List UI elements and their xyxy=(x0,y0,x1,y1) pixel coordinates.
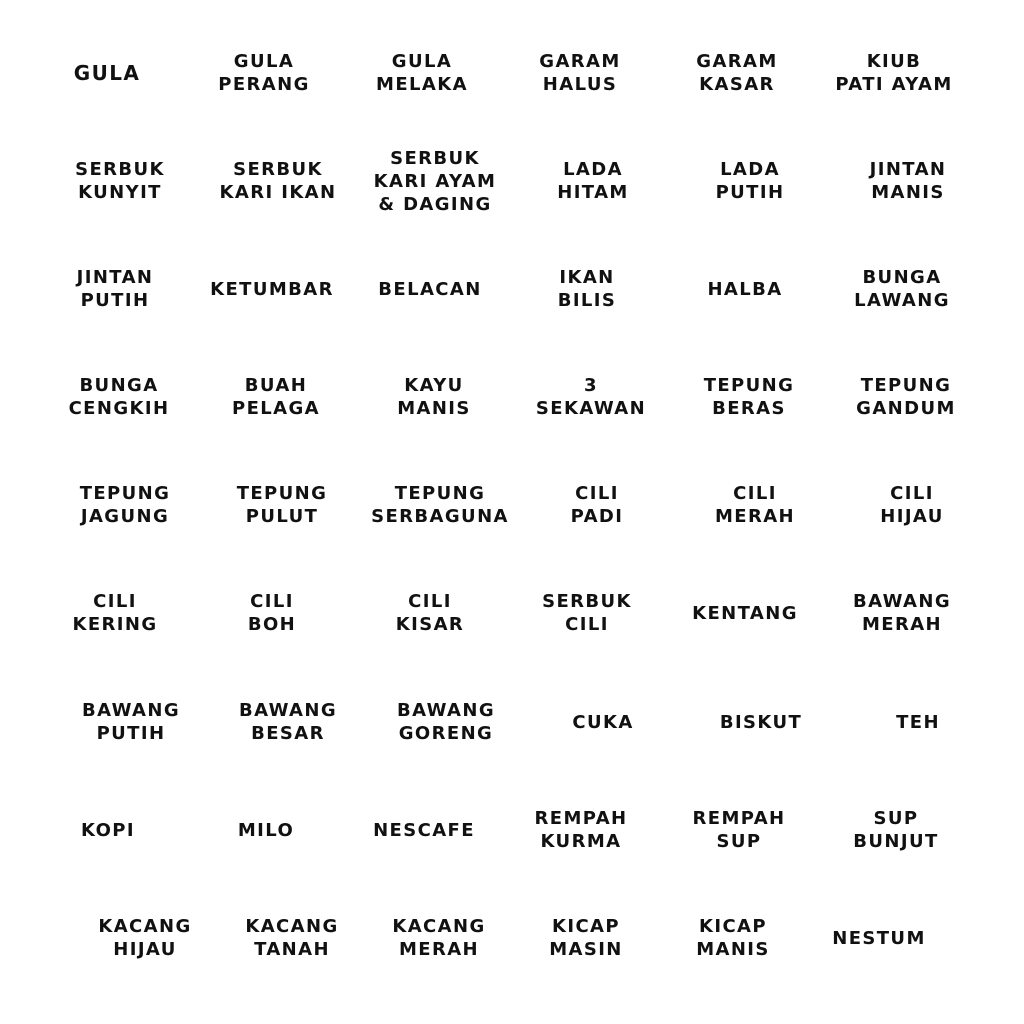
ingredient-label xyxy=(347,33,497,113)
label-line: CUKA xyxy=(572,711,634,733)
label-line: BESAR xyxy=(251,723,325,744)
label-line: KETUMBAR xyxy=(210,278,334,300)
label-line: PELAGA xyxy=(232,398,320,419)
label-line: KARI AYAM xyxy=(373,170,497,192)
label-line: JAGUNG xyxy=(80,506,170,527)
ingredient-label xyxy=(213,682,363,762)
label-line: KAYU xyxy=(404,375,464,396)
ingredient-label xyxy=(658,898,808,978)
label-line: KENTANG xyxy=(692,602,798,624)
ingredient-label xyxy=(664,790,814,870)
ingredient-label xyxy=(804,898,954,978)
label-line: GULA xyxy=(233,51,295,72)
label-line: KACANG xyxy=(245,916,339,937)
label-line: GANDUM xyxy=(856,398,956,419)
label-line: BELACAN xyxy=(378,278,482,300)
label-line: PUTIH xyxy=(715,182,785,203)
ingredient-label xyxy=(843,682,993,762)
label-line: TEPUNG xyxy=(79,483,171,504)
ingredient-label xyxy=(512,573,662,653)
label-line: BISKUT xyxy=(719,711,803,733)
ingredient-label xyxy=(831,357,981,437)
label-line: HIJAU xyxy=(880,506,944,527)
ingredient-label xyxy=(50,465,200,545)
label-line: LAWANG xyxy=(854,290,950,311)
label-line: TEH xyxy=(896,711,940,733)
label-line: MANIS xyxy=(397,398,471,419)
label-line: MILO xyxy=(237,819,295,841)
label-line: NESTUM xyxy=(832,927,926,949)
label-line: LADA xyxy=(563,159,623,180)
ingredient-label xyxy=(197,249,347,329)
ingredient-label xyxy=(197,573,347,653)
label-line: KURMA xyxy=(540,831,622,852)
label-line: CENGKIH xyxy=(68,398,170,419)
label-line: LADA xyxy=(720,159,780,180)
ingredient-label xyxy=(33,790,183,870)
label-line: GULA xyxy=(73,60,141,85)
label-line: & DAGING xyxy=(378,193,492,215)
ingredient-label xyxy=(191,790,341,870)
ingredient-label xyxy=(217,898,367,978)
label-line: JINTAN xyxy=(76,267,154,288)
label-line: KICAP xyxy=(699,916,767,937)
ingredient-label xyxy=(207,465,357,545)
label-line: SERBUK xyxy=(542,591,632,612)
label-line: KARI IKAN xyxy=(219,182,337,203)
ingredient-label xyxy=(371,682,521,762)
label-line: SUP xyxy=(873,808,919,829)
ingredient-label xyxy=(203,141,353,221)
ingredient-label xyxy=(686,682,836,762)
label-line: SERBAGUNA xyxy=(371,506,509,527)
label-line: TEPUNG xyxy=(703,375,795,396)
label-line: REMPAH xyxy=(534,808,628,829)
label-line: IKAN xyxy=(559,267,615,288)
label-line: KICAP xyxy=(552,916,620,937)
label-line: CILI xyxy=(733,483,777,504)
ingredient-label xyxy=(32,33,182,113)
label-line: BAWANG xyxy=(852,591,952,612)
label-line: MANIS xyxy=(696,939,770,960)
ingredient-label xyxy=(675,141,825,221)
label-line: BAWANG xyxy=(81,700,181,721)
label-line: HITAM xyxy=(557,182,629,203)
ingredient-label xyxy=(512,249,662,329)
ingredient-label xyxy=(833,141,983,221)
label-line: CILI xyxy=(93,591,137,612)
label-line: GARAM xyxy=(539,51,621,72)
label-line: PUTIH xyxy=(96,723,166,744)
label-line: MERAH xyxy=(714,506,796,527)
ingredient-label xyxy=(674,357,824,437)
label-line: BUAH xyxy=(244,375,308,396)
label-line: MERAH xyxy=(398,939,480,960)
ingredient-label xyxy=(40,249,190,329)
ingredient-label xyxy=(837,465,987,545)
label-line: CILI xyxy=(565,614,609,635)
ingredient-label xyxy=(680,465,830,545)
label-line: PATI AYAM xyxy=(835,74,953,95)
label-line: TEPUNG xyxy=(860,375,952,396)
label-line: PULUT xyxy=(245,506,319,527)
label-line: SUP xyxy=(716,831,762,852)
label-line: REMPAH xyxy=(692,808,786,829)
ingredient-label xyxy=(45,141,195,221)
label-line: MERAH xyxy=(861,614,943,635)
ingredient-label xyxy=(522,465,672,545)
label-line: BUNJUT xyxy=(853,831,939,852)
label-line: KACANG xyxy=(392,916,486,937)
label-line: SEKAWAN xyxy=(535,398,647,419)
label-line: HALUS xyxy=(542,74,618,95)
label-line: BAWANG xyxy=(396,700,496,721)
ingredient-label xyxy=(662,33,812,113)
ingredient-label xyxy=(516,357,666,437)
label-line: 3 xyxy=(584,375,598,396)
ingredient-label xyxy=(827,249,977,329)
label-line: BUNGA xyxy=(79,375,159,396)
label-line: BUNGA xyxy=(862,267,942,288)
ingredient-label xyxy=(201,357,351,437)
label-line: TANAH xyxy=(254,939,330,960)
ingredient-label xyxy=(511,898,661,978)
label-line: SERBUK xyxy=(75,159,165,180)
ingredient-label xyxy=(528,682,678,762)
label-line: HIJAU xyxy=(113,939,177,960)
label-line: MANIS xyxy=(871,182,945,203)
ingredient-label xyxy=(56,682,206,762)
ingredient-label xyxy=(505,33,655,113)
ingredient-label xyxy=(364,898,514,978)
label-line: PUTIH xyxy=(80,290,150,311)
ingredient-label xyxy=(359,357,509,437)
label-line: SERBUK xyxy=(233,159,323,180)
label-line: BERAS xyxy=(712,398,786,419)
label-line: GORENG xyxy=(398,723,494,744)
label-line: BAWANG xyxy=(238,700,338,721)
label-line: TEPUNG xyxy=(394,483,486,504)
ingredient-label xyxy=(360,141,510,221)
label-line: NESCAFE xyxy=(373,819,475,841)
ingredient-label xyxy=(670,249,820,329)
label-line: KUNYIT xyxy=(78,182,162,203)
label-line: BILIS xyxy=(557,290,617,311)
ingredient-label xyxy=(349,790,499,870)
ingredient-label xyxy=(189,33,339,113)
label-line: KIUB xyxy=(866,51,922,72)
ingredient-label xyxy=(355,249,505,329)
label-line: CILI xyxy=(408,591,452,612)
ingredient-label xyxy=(70,898,220,978)
ingredient-label xyxy=(821,790,971,870)
ingredient-label xyxy=(365,465,515,545)
label-line: SERBUK xyxy=(390,147,480,169)
label-line: KOPI xyxy=(81,819,135,841)
ingredient-label xyxy=(355,573,505,653)
label-line: KISAR xyxy=(395,614,465,635)
ingredient-label xyxy=(819,33,969,113)
label-line: MELAKA xyxy=(376,74,468,95)
ingredient-label xyxy=(827,573,977,653)
ingredient-label xyxy=(670,573,820,653)
label-line: CILI xyxy=(890,483,934,504)
ingredient-label xyxy=(44,357,194,437)
label-line: GARAM xyxy=(696,51,778,72)
label-line: GULA xyxy=(391,51,453,72)
label-line: CILI xyxy=(575,483,619,504)
label-line: PADI xyxy=(570,506,624,527)
label-line: BOH xyxy=(247,614,297,635)
label-line: MASIN xyxy=(549,939,623,960)
label-line: KACANG xyxy=(98,916,192,937)
label-line: HALBA xyxy=(707,278,783,300)
label-line: CILI xyxy=(250,591,294,612)
label-line: KERING xyxy=(72,614,158,635)
ingredient-label xyxy=(518,141,668,221)
ingredient-label xyxy=(506,790,656,870)
label-line: KASAR xyxy=(699,74,775,95)
ingredient-label xyxy=(40,573,190,653)
label-line: JINTAN xyxy=(869,159,947,180)
label-line: PERANG xyxy=(218,74,310,95)
label-line: TEPUNG xyxy=(236,483,328,504)
